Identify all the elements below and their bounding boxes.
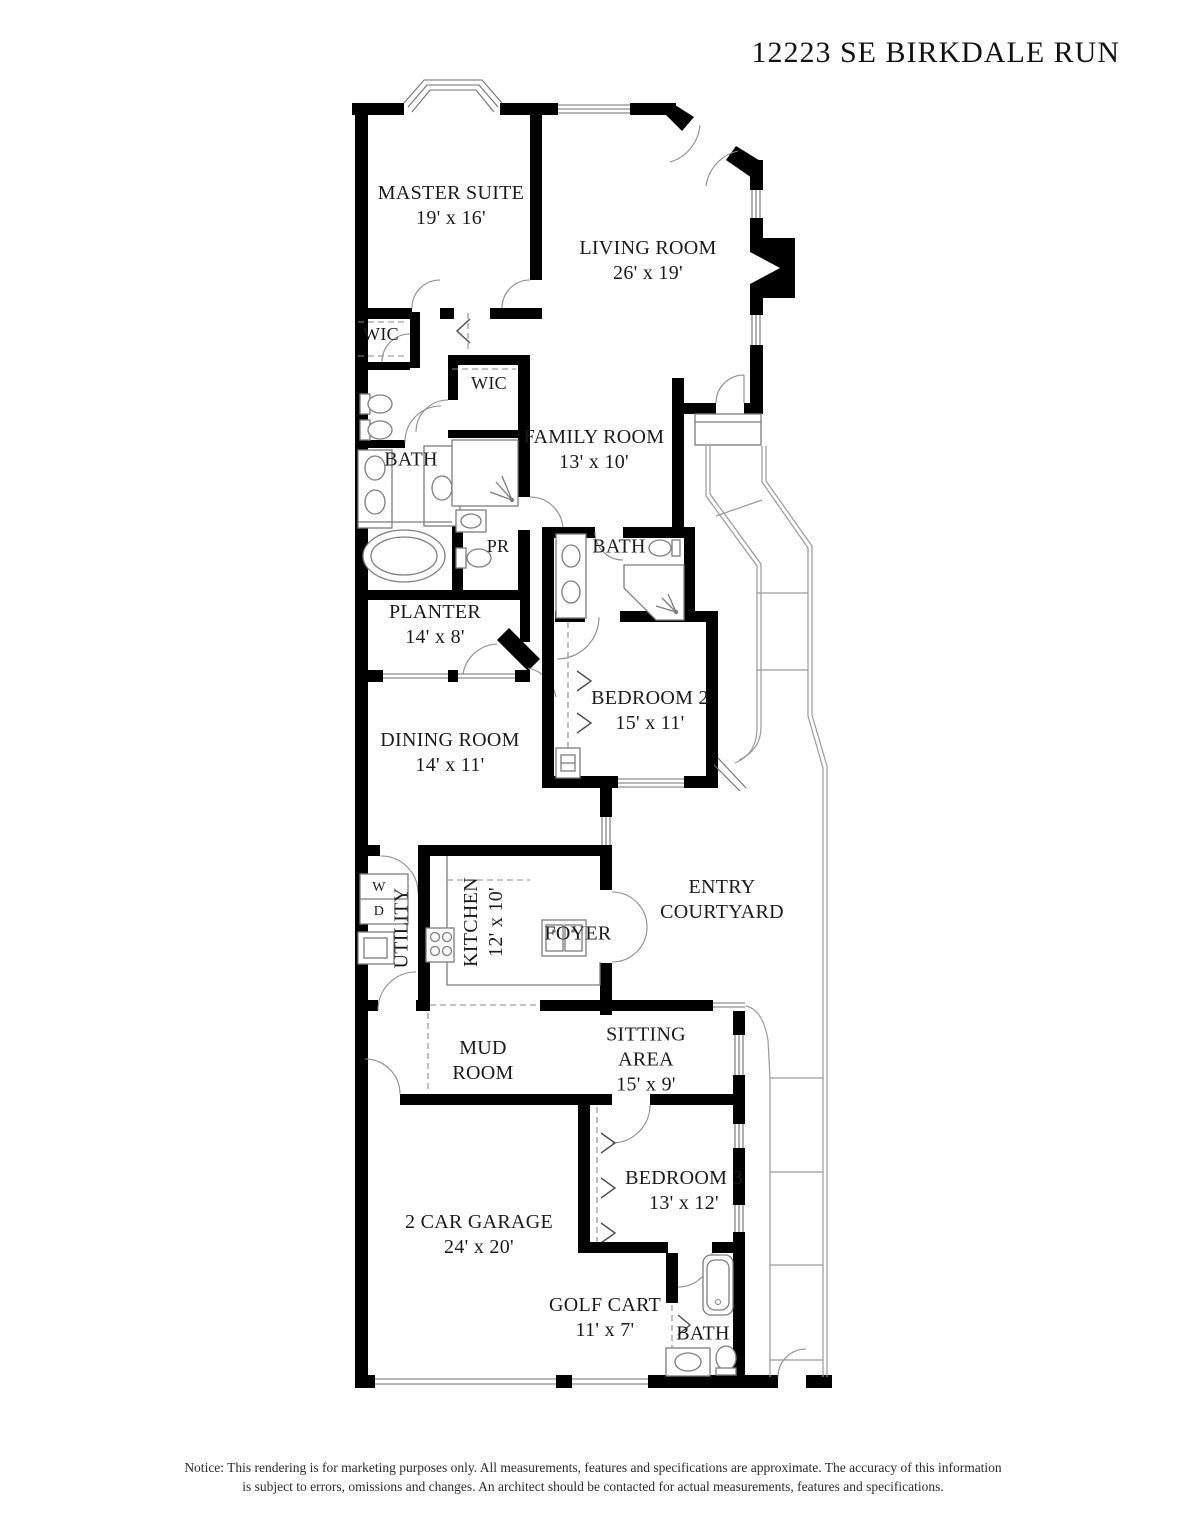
sink-icon xyxy=(666,1348,710,1376)
room-label-sitting-area: SITTING AREA 15' x 9' xyxy=(606,1023,686,1096)
room-label-living-room: LIVING ROOM 26' x 19' xyxy=(579,237,717,284)
room-label-planter: PLANTER 14' x 8' xyxy=(388,601,482,648)
room-label-dining-room: DINING ROOM 14' x 11' xyxy=(380,729,520,776)
toilet-icon xyxy=(360,394,392,414)
room-label-foyer: FOYER xyxy=(544,922,612,945)
room-label-bath-2: BATH xyxy=(592,535,646,558)
room-label-bedroom-2: BEDROOM 2 15' x 11' xyxy=(591,687,709,734)
room-label-entry-courtyard: ENTRY COURTYARD xyxy=(660,876,784,923)
room-label-utility: UTILITY xyxy=(390,887,413,969)
shower-icon xyxy=(452,440,518,506)
room-label-golf-cart: GOLF CART 11' x 7' xyxy=(548,1294,662,1341)
room-label-garage: 2 CAR GARAGE 24' x 20' xyxy=(404,1211,554,1258)
room-label-wic-2: WIC xyxy=(471,373,507,393)
room-label-bedroom-3: BEDROOM 3 13' x 12' xyxy=(625,1167,743,1214)
bedroom2-desk xyxy=(556,748,580,778)
bathtub-icon xyxy=(358,522,452,582)
fireplace xyxy=(750,238,795,298)
disclaimer-notice: Notice: This rendering is for marketing purposes only. All measurements, features and specifications are approximate. The accuracy of this information is subject to errors, omissions and changes. An architect should be contacted for actual measurements, features and specifications. xyxy=(184,1460,1002,1494)
page-title: 12223 SE BIRKDALE RUN xyxy=(751,36,1120,69)
front-entry xyxy=(672,375,763,445)
room-label-master-suite: MASTER SUITE 19' x 16' xyxy=(377,182,525,229)
bathtub-icon xyxy=(703,1255,733,1315)
room-label-family-room: FAMILY ROOM 13' x 10' xyxy=(523,426,665,473)
label-dryer: D xyxy=(373,904,385,919)
kitchen-fixtures xyxy=(426,856,600,985)
toilet-icon xyxy=(649,540,680,556)
room-label-master-bath: BATH xyxy=(384,448,438,471)
toilet-icon xyxy=(716,1346,736,1375)
room-label-mud-room: MUD ROOM xyxy=(452,1037,514,1084)
room-label-wic-1: WIC xyxy=(363,324,399,344)
room-label-bath-3: BATH xyxy=(676,1322,730,1345)
room-label-kitchen: KITCHEN 12' x 10' xyxy=(460,877,507,967)
room-label-powder-room: PR xyxy=(486,536,510,556)
label-washer: W xyxy=(372,880,386,895)
stove-icon xyxy=(426,928,454,962)
bidet-icon xyxy=(360,420,392,440)
